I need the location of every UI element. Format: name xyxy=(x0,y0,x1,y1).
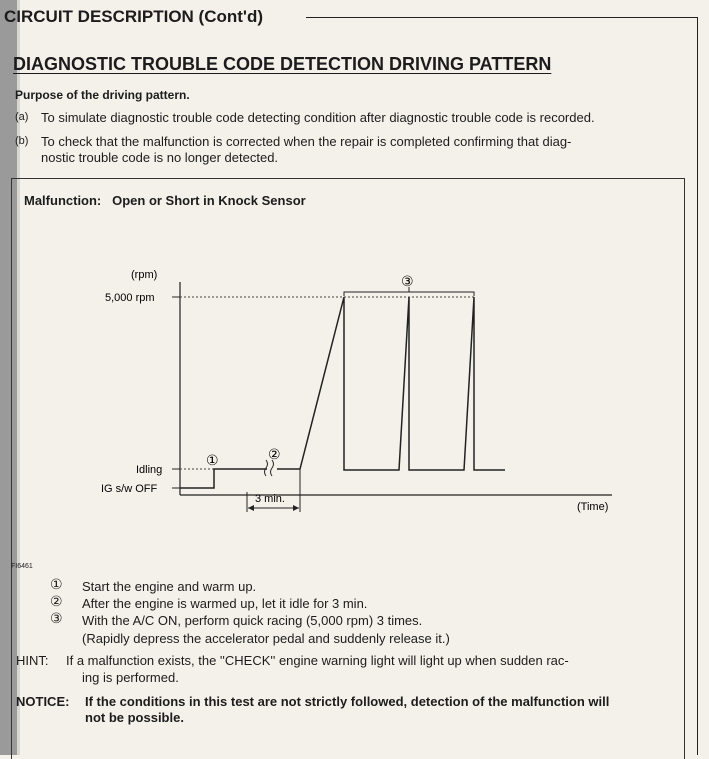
hint-text-line-2: ing is performed. xyxy=(82,670,179,685)
purpose-item-b-line-2: nostic trouble code is no longer detected. xyxy=(41,150,279,165)
step-1-text: Start the engine and warm up. xyxy=(82,579,257,594)
duration-label: 3 min. xyxy=(255,493,285,505)
marker-2: ② xyxy=(268,447,281,463)
y-off-label: IG s/w OFF xyxy=(101,483,158,495)
step-3-number: ③ xyxy=(50,611,63,627)
purpose-heading: Purpose of the driving pattern. xyxy=(15,88,190,102)
marker-3: ③ xyxy=(401,274,414,290)
rpm-trace-path xyxy=(180,297,505,488)
notice-text-line-2: not be possible. xyxy=(85,710,184,725)
section-title: CIRCUIT DESCRIPTION (Cont'd) xyxy=(4,7,264,26)
y-idle-label: Idling xyxy=(136,464,163,476)
purpose-item-a-line-1: To simulate diagnostic trouble code detecting condition after diagnostic trouble code is recorded. xyxy=(41,110,595,125)
step-3-text-line-2: (Rapidly depress the accelerator pedal and suddenly release it.) xyxy=(82,631,450,646)
y-5000-label: 5,000 rpm xyxy=(105,292,155,304)
y-unit-label: (rpm) xyxy=(131,269,158,281)
hint-label: HINT: xyxy=(16,653,49,668)
step-2-number: ② xyxy=(50,594,63,610)
step-3-text-line-1: With the A/C ON, perform quick racing (5,000 rpm) 3 times. xyxy=(82,613,423,628)
purpose-item-b-line-1: To check that the malfunction is corrected when the repair is completed confirming that diag- xyxy=(41,134,572,149)
step-2-text: After the engine is warmed up, let it idle for 3 min. xyxy=(82,596,368,611)
figure-id: FI6461 xyxy=(11,563,33,570)
notice-text-line-1: If the conditions in this test are not strictly followed, detection of the malfunction will xyxy=(85,694,610,709)
marker-1: ① xyxy=(206,453,219,469)
malfunction-label: Malfunction: xyxy=(24,193,102,208)
purpose-marker-b: (b) xyxy=(15,135,29,147)
main-title: DIAGNOSTIC TROUBLE CODE DETECTION DRIVING PATTERN xyxy=(13,54,552,74)
x-time-label: (Time) xyxy=(577,501,609,513)
step-1-number: ① xyxy=(50,577,63,593)
racing-bracket xyxy=(344,292,474,296)
malfunction-value: Open or Short in Knock Sensor xyxy=(112,193,306,208)
hint-text-line-1: If a malfunction exists, the ''CHECK'' engine warning light will light up when sudden rac- xyxy=(66,653,569,668)
notice-label: NOTICE: xyxy=(16,694,70,709)
purpose-marker-a: (a) xyxy=(15,111,29,123)
